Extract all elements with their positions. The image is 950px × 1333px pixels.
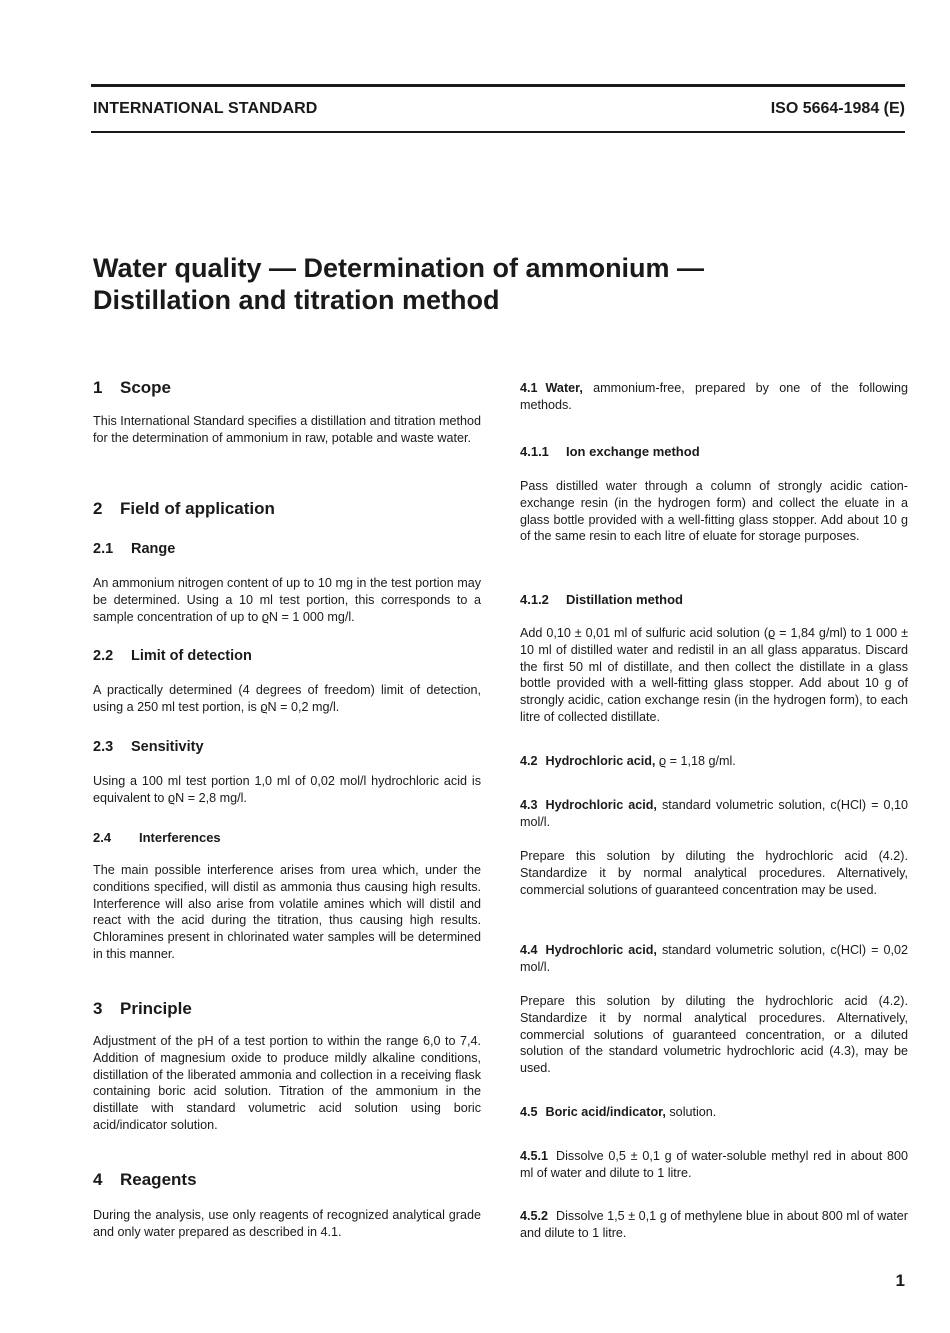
header-top-rule	[91, 84, 905, 87]
interferences-paragraph: The main possible interference arises from urea which, under the conditions specified, will distil as ammonia thus causing high results. Interference will also arise from volatile amines which will distil and react with the acid during the titration, thus causing high results. Chloramines present in chlorinated water samples will be determined in this manner.	[93, 863, 481, 961]
methylene-blue-paragraph: 4.5.2 Dissolve 1,5 ± 0,1 g of methylene blue in about 800 ml of water and dilute to 1 litre.	[520, 1209, 908, 1240]
subsection-heading: 2.4 Interferences	[93, 830, 221, 845]
range-paragraph: An ammonium nitrogen content of up to 10 mg in the test portion may be determined. Using a 10 ml test portion, this corresponds to a sample concentration of up to ϱN = 1 000 mg/l.	[93, 576, 481, 624]
water-paragraph: 4.1 Water, ammonium-free, prepared by one of the following methods.	[520, 381, 908, 412]
reagents-paragraph: During the analysis, use only reagents of recognized analytical grade and only water prepared as described in 4.1.	[93, 1208, 481, 1239]
ion-exchange-paragraph: Pass distilled water through a column of strongly acidic cation-exchange resin (in the hydrogen form) and collect the eluate in a glass bottle provided with a well-fitting glass stopper. Add about 10 g of the same resin to each litre of eluate for storage purposes.	[520, 479, 908, 544]
distillation-paragraph: Add 0,10 ± 0,01 ml of sulfuric acid solution (ϱ = 1,84 g/ml) to 1 000 ± 10 ml of distilled water and redistil in an all glass apparatus. Discard the first 50 ml of distillate, and then collect the distillate in a glass bottle provided with a well-fitting glass stopper. Add about 10 g of strongly acidic, cation exchange resin (in the hydrogen form), to each litre of collected distillate.	[520, 626, 908, 724]
subsection-heading: 2.1 Range	[93, 541, 176, 557]
limit-of-detection-paragraph: A practically determined (4 degrees of freedom) limit of detection, using a 250 ml test portion, is ϱN = 0,2 mg/l.	[93, 683, 481, 714]
sensitivity-paragraph: Using a 100 ml test portion 1,0 ml of 0,02 mol/l hydrochloric acid is equivalent to ϱN = 2,8 mg/l.	[93, 774, 481, 805]
boric-acid-heading: 4.5 Boric acid/indicator, solution.	[520, 1105, 717, 1119]
document-number: ISO 5664-1984 (E)	[770, 100, 905, 117]
section-heading: 2 Field of application	[93, 499, 275, 518]
hydrochloric-acid-002-paragraph: Prepare this solution by diluting the hydrochloric acid (4.2). Standardize it by normal analytical procedures. Alternatively, commercial solutions of guaranteed concentration, or a diluted solution of the standard volumetric hydrochloric acid (4.3), may be used.	[520, 994, 908, 1076]
formula: ϱN = 1 000 mg/l.	[261, 609, 355, 624]
hydrochloric-acid-010-heading: 4.3 Hydrochloric acid, standard volumetric solution, c(HCl) = 0,10 mol/l.	[520, 798, 908, 829]
section-heading: 1 Scope	[93, 378, 172, 397]
page-title	[93, 252, 704, 316]
section-heading: 4 Reagents	[93, 1170, 197, 1189]
methyl-red-paragraph: 4.5.1 Dissolve 0,5 ± 0,1 g of water-soluble methyl red in about 800 ml of water and dilute to 1 litre.	[520, 1149, 908, 1180]
section-heading: 3 Principle	[93, 999, 192, 1018]
formula: ϱN = 2,8 mg/l.	[167, 790, 247, 805]
document-type: INTERNATIONAL STANDARD	[93, 100, 318, 117]
subsection-heading: 4.1.2 Distillation method	[520, 592, 683, 607]
title-line-2: Distillation and titration method	[93, 285, 500, 315]
formula: ϱN = 0,2 mg/l.	[260, 699, 340, 714]
scope-paragraph: This International Standard specifies a distillation and titration method for the determination of ammonium in raw, potable and waste water.	[93, 414, 481, 445]
header-bottom-rule	[91, 131, 905, 133]
hydrochloric-acid-paragraph: 4.2 Hydrochloric acid, ϱ = 1,18 g/ml.	[520, 754, 736, 768]
subsection-heading: 2.3 Sensitivity	[93, 739, 204, 755]
title-line-1: Water quality — Determination of ammonium —	[93, 253, 705, 283]
principle-paragraph: Adjustment of the pH of a test portion to within the range 6,0 to 7,4. Addition of magnesium oxide to produce mildly alkaline conditions, distillation of the liberated ammonia and collection in a receiving flask containing boric acid solution. Titration of the ammonium in the distillate with standard volumetric acid solution using boric acid/indicator solution.	[93, 1034, 481, 1132]
page-number: 1	[895, 1271, 905, 1290]
subsection-heading: 4.1.1 Ion exchange method	[520, 444, 700, 459]
hydrochloric-acid-002-heading: 4.4 Hydrochloric acid, standard volumetric solution, c(HCl) = 0,02 mol/l.	[520, 943, 908, 974]
hydrochloric-acid-010-paragraph: Prepare this solution by diluting the hydrochloric acid (4.2). Standardize it by normal analytical procedures. Alternatively, commercial solutions of guaranteed concentration may be used.	[520, 849, 908, 897]
subsection-heading: 2.2 Limit of detection	[93, 648, 252, 664]
